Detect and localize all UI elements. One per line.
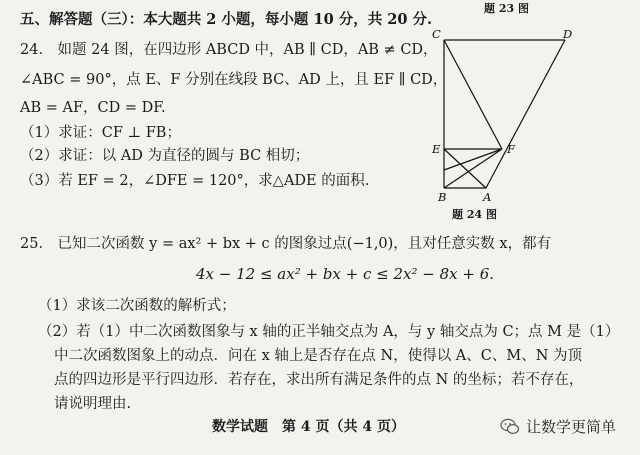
- q25-part2-line3: 点的四边形是平行四边形．若存在，求出所有满足条件的点 N 的坐标；若不存在，: [54, 372, 584, 388]
- q25-part2-line2: 中二次函数图象上的动点．问在 x 轴上是否存在点 N，使得以 A、C、M、N 为顶: [54, 348, 583, 364]
- q25-part2-line1: （2）若（1）中二次函数图象与 x 轴的正半轴交点为 A，与 y 轴交点为 C；点 M 是（1）: [38, 324, 620, 340]
- segment-ea: [444, 149, 486, 188]
- q25-part1: （1）求该二次函数的解析式；: [38, 298, 236, 314]
- side-ad: [486, 40, 565, 188]
- segment-fb: [444, 149, 502, 188]
- q24-part1: （1）求证：CF ⊥ FB；: [20, 125, 181, 141]
- q24-line3: AB = AF，CD = DF.: [20, 100, 166, 116]
- figure-23-caption: 题 23 图: [484, 2, 529, 15]
- page-footer: 数学试题 第 4 页（共 4 页）: [212, 419, 405, 435]
- label-d: D: [563, 27, 573, 41]
- section-header: 五、解答题（三）：本大题共 2 小题，每小题 10 分，共 20 分.: [20, 11, 433, 28]
- segment-cf: [444, 40, 502, 149]
- wechat-icon: [500, 417, 520, 437]
- label-c: C: [432, 27, 441, 41]
- figure-24-diagram: [420, 22, 590, 202]
- q25-line1: 25． 已知二次函数 y = ax² + bx + c 的图象过点(−1,0)，且对任意实数 x，都有: [20, 236, 552, 252]
- figure-24-caption: 题 24 图: [452, 208, 497, 221]
- q25-inequality: 4x − 12 ≤ ax² + bx + c ≤ 2x² − 8x + 6.: [196, 265, 495, 283]
- segment-ef-lower: [444, 149, 502, 170]
- label-a: A: [483, 190, 492, 202]
- label-e: E: [432, 142, 441, 156]
- label-f: F: [507, 142, 515, 156]
- label-b: B: [438, 190, 447, 202]
- q24-line1: 24． 如题 24 图，在四边形 ABCD 中，AB ∥ CD，AB ≠ CD，: [20, 42, 438, 58]
- watermark: [500, 416, 616, 437]
- q24-part2: （2）求证：以 AD 为直径的圆与 BC 相切；: [20, 148, 310, 164]
- q24-part3: （3）若 EF = 2，∠DFE = 120°，求△ADE 的面积.: [20, 173, 370, 189]
- watermark-text: 让数学更简单: [526, 418, 617, 436]
- q24-line2: ∠ABC = 90°，点 E、F 分别在线段 BC、AD 上，且 EF ∥ CD，: [20, 72, 448, 88]
- q25-part2-line4: 请说明理由.: [54, 396, 132, 412]
